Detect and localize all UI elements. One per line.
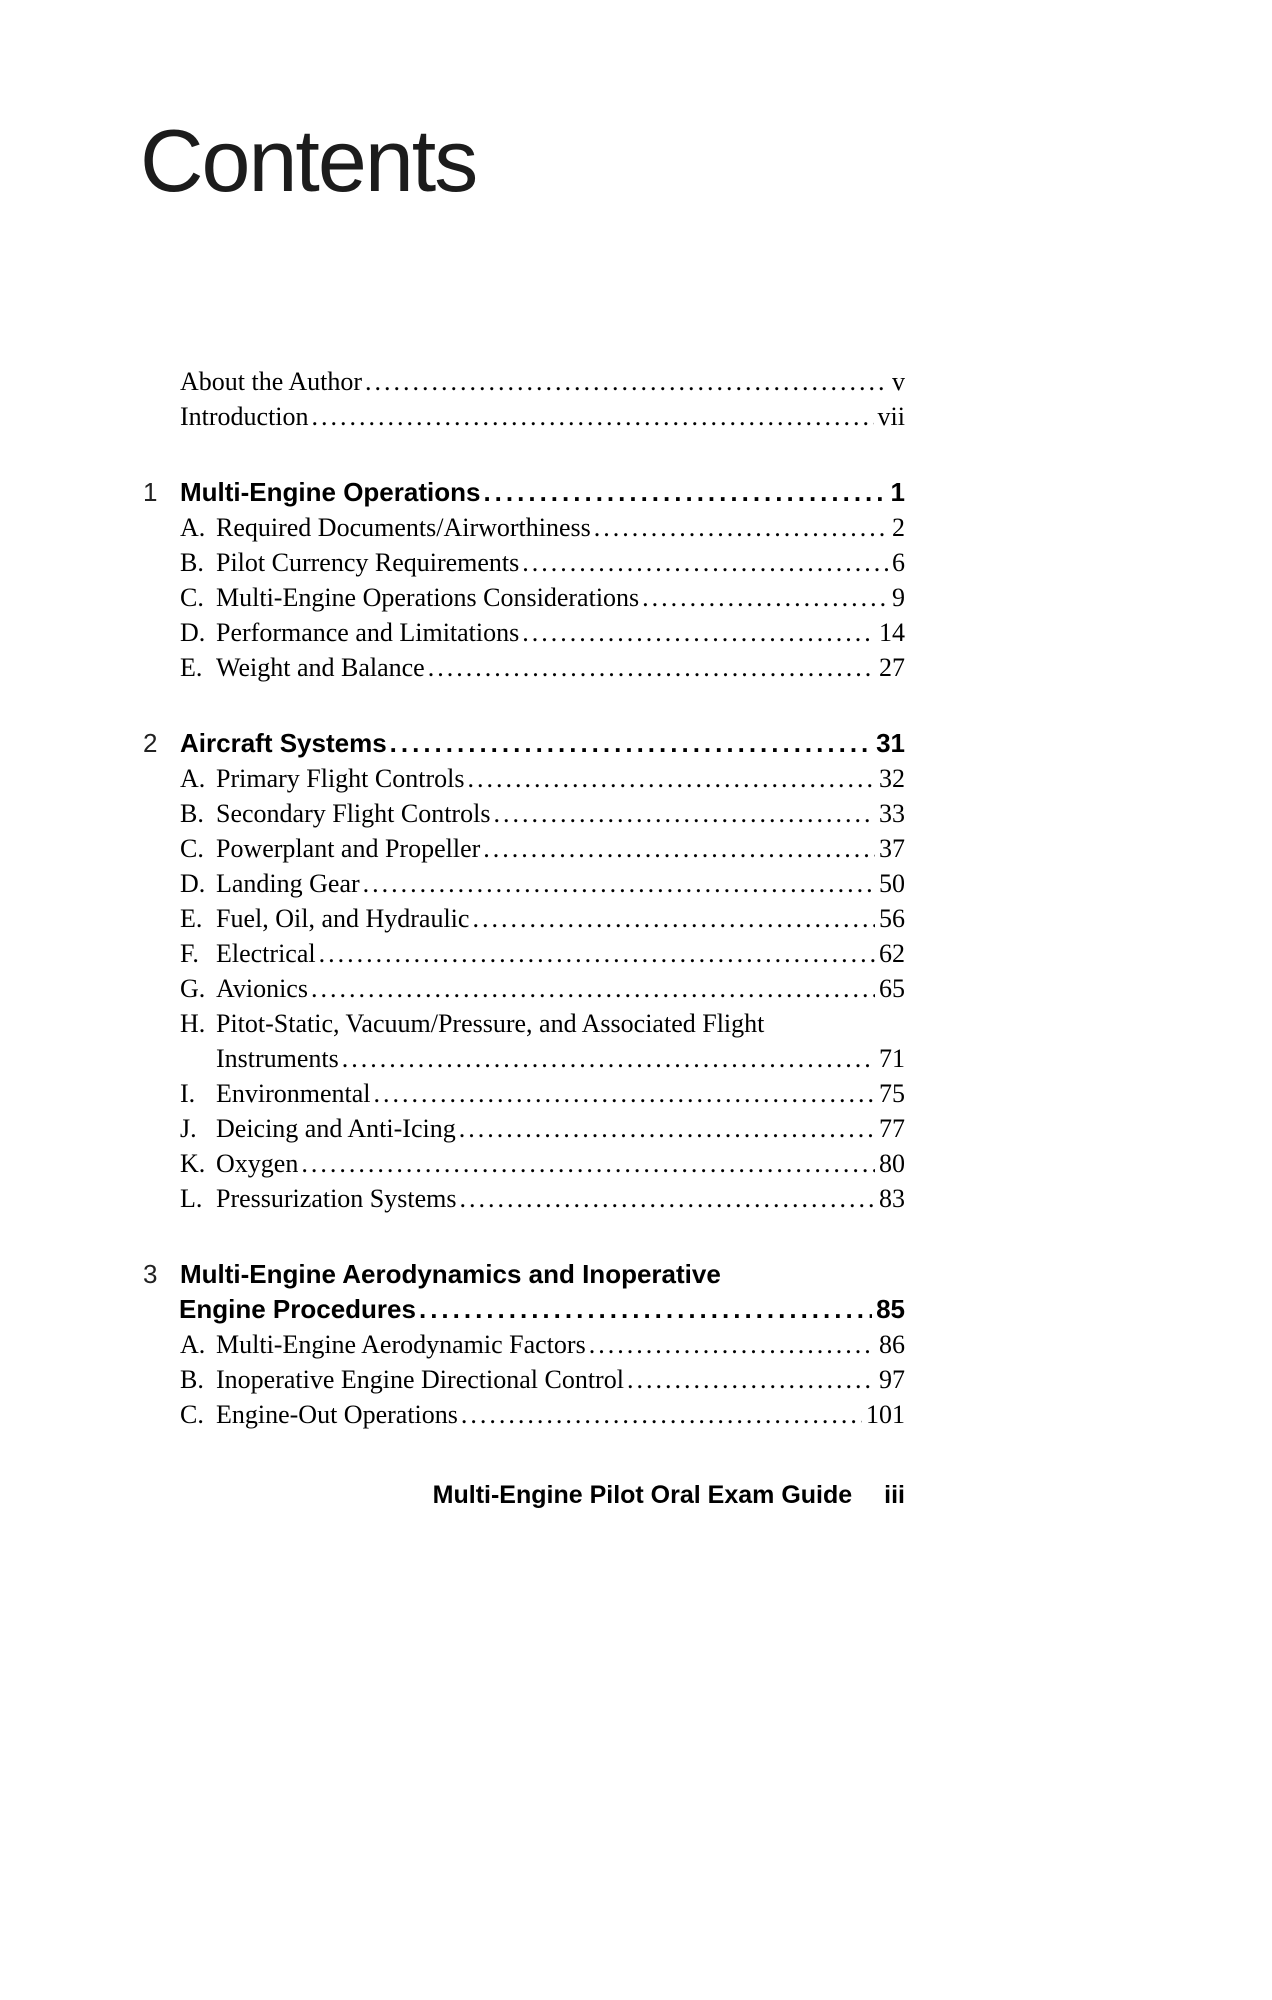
toc-entry	[143, 1327, 905, 1362]
entry-letter: E.	[180, 653, 203, 682]
chapter-heading-continuation	[143, 1292, 905, 1327]
entry-letter: B.	[180, 799, 204, 828]
dot-leader	[467, 761, 875, 796]
entry-page: 83	[879, 1184, 905, 1213]
entry-page: v	[892, 367, 905, 396]
entry-letter: J.	[180, 1114, 197, 1143]
entry-page: 62	[879, 939, 905, 968]
entry-label: Secondary Flight Controls	[216, 799, 491, 828]
chapter-heading	[143, 726, 905, 761]
toc-entry	[143, 1076, 905, 1111]
chapter-page: 85	[876, 1294, 905, 1324]
entry-letter: K.	[180, 1149, 206, 1178]
entry-letter: C.	[180, 583, 204, 612]
toc-entry	[143, 510, 905, 545]
page-footer	[143, 1481, 905, 1510]
entry-letter: B.	[180, 548, 204, 577]
entry-letter: H.	[180, 1009, 206, 1038]
entry-label: Performance and Limitations	[216, 618, 520, 647]
entry-letter: C.	[180, 834, 204, 863]
entry-letter: A.	[180, 1330, 206, 1359]
entry-page: 6	[892, 548, 905, 577]
entry-letter: G.	[180, 974, 206, 1003]
chapter-page: 31	[876, 728, 905, 758]
entry-page: 32	[879, 764, 905, 793]
dot-leader	[312, 399, 874, 434]
dot-leader	[459, 1111, 875, 1146]
chapter-number: 3	[143, 1259, 158, 1289]
entry-page: 33	[879, 799, 905, 828]
entry-label: Introduction	[180, 402, 309, 431]
entry-label: Instruments	[216, 1044, 339, 1073]
toc-entry	[143, 866, 905, 901]
dot-leader	[642, 580, 888, 615]
dot-leader	[301, 1146, 875, 1181]
toc-entry	[143, 1006, 905, 1041]
dot-leader	[390, 726, 872, 761]
entry-page: 97	[879, 1365, 905, 1394]
toc-entry-continuation	[143, 1041, 905, 1076]
dot-leader	[483, 475, 886, 510]
entry-letter: C.	[180, 1400, 204, 1429]
chapter-page: 1	[890, 477, 905, 507]
chapter-title: Multi-Engine Operations	[180, 477, 481, 507]
entry-page: 37	[879, 834, 905, 863]
entry-letter: L.	[180, 1184, 203, 1213]
dot-leader	[419, 1292, 872, 1327]
entry-letter: B.	[180, 1365, 204, 1394]
footer-book-title: Multi-Engine Pilot Oral Exam Guide	[432, 1481, 853, 1509]
entry-label: About the Author	[180, 367, 362, 396]
entry-label: Environmental	[216, 1079, 371, 1108]
chapter-heading	[143, 475, 905, 510]
dot-leader	[365, 364, 888, 399]
entry-label: Fuel, Oil, and Hydraulic	[216, 904, 470, 933]
table-of-contents	[143, 364, 905, 1432]
entry-page: 9	[892, 583, 905, 612]
page-title: Contents	[140, 111, 477, 210]
dot-leader	[319, 936, 875, 971]
entry-letter: I.	[180, 1079, 196, 1108]
entry-letter: E.	[180, 904, 203, 933]
toc-entry	[143, 936, 905, 971]
chapter-title: Multi-Engine Aerodynamics and Inoperative	[180, 1259, 721, 1289]
dot-leader	[589, 1327, 875, 1362]
entry-letter: A.	[180, 513, 206, 542]
dot-leader	[374, 1076, 875, 1111]
entry-letter: D.	[180, 869, 206, 898]
entry-label: Engine-Out Operations	[216, 1400, 458, 1429]
dot-leader	[342, 1041, 875, 1076]
entry-page: 80	[879, 1149, 905, 1178]
folio-page-number: iii	[884, 1481, 905, 1509]
entry-label: Electrical	[216, 939, 316, 968]
toc-entry	[143, 615, 905, 650]
toc-entry	[143, 796, 905, 831]
chapter-heading	[143, 1257, 905, 1292]
entry-page: 77	[879, 1114, 905, 1143]
chapter-title: Engine Procedures	[179, 1294, 416, 1324]
dot-leader	[461, 1397, 862, 1432]
entry-page: 65	[879, 974, 905, 1003]
entry-label: Powerplant and Propeller	[216, 834, 481, 863]
entry-label: Pilot Currency Requirements	[216, 548, 520, 577]
entry-label: Multi-Engine Aerodynamic Factors	[216, 1330, 586, 1359]
toc-entry	[143, 1397, 905, 1432]
entry-letter: D.	[180, 618, 206, 647]
chapter-number: 1	[143, 477, 158, 507]
toc-entry	[143, 650, 905, 685]
toc-entry	[143, 1181, 905, 1216]
entry-page: vii	[877, 402, 905, 431]
front-matter-section	[143, 364, 905, 434]
dot-leader	[493, 796, 875, 831]
chapter-number: 2	[143, 728, 158, 758]
toc-entry	[143, 831, 905, 866]
entry-page: 27	[879, 653, 905, 682]
entry-label: Weight and Balance	[216, 653, 425, 682]
dot-leader	[363, 866, 875, 901]
dot-leader	[522, 615, 875, 650]
entry-page: 14	[879, 618, 905, 647]
dot-leader	[522, 545, 888, 580]
chapter-section-1	[143, 475, 905, 685]
entry-label: Landing Gear	[216, 869, 360, 898]
toc-entry	[143, 545, 905, 580]
toc-entry	[143, 1146, 905, 1181]
chapter-title: Aircraft Systems	[180, 728, 387, 758]
entry-page: 86	[879, 1330, 905, 1359]
toc-entry	[143, 1111, 905, 1146]
entry-label: Primary Flight Controls	[216, 764, 465, 793]
dot-leader	[472, 901, 875, 936]
chapter-section-2	[143, 726, 905, 1216]
entry-page: 75	[879, 1079, 905, 1108]
entry-label: Multi-Engine Operations Considerations	[216, 583, 640, 612]
entry-letter: F.	[180, 939, 199, 968]
entry-letter: A.	[180, 764, 206, 793]
dot-leader	[594, 510, 888, 545]
toc-entry	[143, 364, 905, 399]
dot-leader	[627, 1362, 875, 1397]
entry-label: Deicing and Anti-Icing	[216, 1114, 456, 1143]
toc-entry	[143, 761, 905, 796]
dot-leader	[428, 650, 875, 685]
entry-page: 50	[879, 869, 905, 898]
dot-leader	[483, 831, 875, 866]
toc-entry	[143, 1362, 905, 1397]
entry-label: Oxygen	[216, 1149, 299, 1178]
entry-page: 71	[879, 1044, 905, 1073]
entry-label: Avionics	[216, 974, 308, 1003]
toc-entry	[143, 580, 905, 615]
toc-entry	[143, 971, 905, 1006]
entry-page: 2	[892, 513, 905, 542]
entry-page: 101	[866, 1400, 905, 1429]
dot-leader	[460, 1181, 876, 1216]
entry-label: Pitot-Static, Vacuum/Pressure, and Associated Flight	[216, 1009, 765, 1038]
entry-label: Inoperative Engine Directional Control	[216, 1365, 624, 1394]
chapter-section-3	[143, 1257, 905, 1432]
entry-label: Pressurization Systems	[216, 1184, 457, 1213]
toc-entry	[143, 901, 905, 936]
entry-page: 56	[879, 904, 905, 933]
entry-label: Required Documents/Airworthiness	[216, 513, 591, 542]
dot-leader	[311, 971, 875, 1006]
toc-entry	[143, 399, 905, 434]
